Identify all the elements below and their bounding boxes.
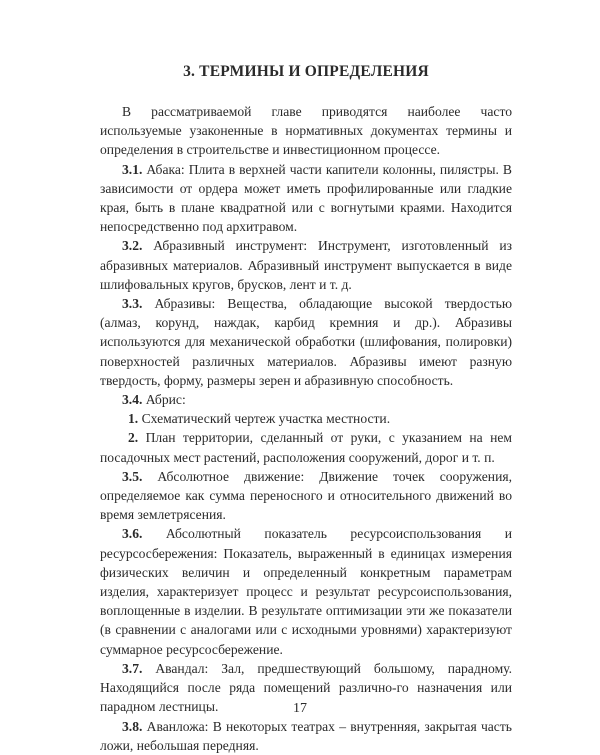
entry-3-2: [100, 236, 512, 294]
entry-3-3: [100, 294, 512, 390]
entry-3-5: [100, 467, 512, 525]
item-number: 2.: [128, 430, 139, 446]
entry-3-6: [100, 524, 512, 658]
entry-number: 3.6.: [122, 526, 143, 542]
entry-text: Абака: Плита в верхней части капители колонны, пилястры. В зависимости от ордера может иметь профилированные или гладкие края, быть в плане квадратной или с вогнутыми краями. Находится непосредственно под архитравом.: [100, 161, 512, 235]
entry-number: 3.8.: [122, 718, 143, 734]
abris-item-2: [100, 428, 512, 466]
entry-3-8: [100, 717, 512, 755]
entry-number: 3.2.: [122, 238, 143, 254]
entry-text: Абразивный инструмент: Инструмент, изготовленный из абразивных материалов. Абразивный инструмент выпускается в виде шлифовальных кругов, брусков, лент и т. д.: [100, 238, 512, 292]
entry-text: Абсолютный показатель ресурсоиспользования и ресурсосбережения: Показатель, выраженный в единицах измерения физических величин и определенный конкретным параметрам изделия, характеризует процесс и результат ресурсоиспользования, воплощенные в изделии. В результате оптимизации эти же показатели (в сравнении с аналогами или с исходными уровнями) характеризуют суммарное ресурсосбережение.: [100, 526, 512, 657]
intro-paragraph: В рассматриваемой главе приводятся наиболее часто используемые узаконенные в нормативных документах термины и определения в строительстве и инвестиционном процессе.: [100, 104, 512, 158]
entry-number: 3.5.: [122, 468, 143, 484]
entry-3-1: [100, 160, 512, 237]
item-text: План территории, сделанный от руки, с указанием на нем посадочных мест растений, расположения сооружений, дорог и т. п.: [100, 430, 512, 465]
entry-text: Абсолютное движение: Движение точек сооружения, определяемое как сумма переносного и относительного движений во время землетрясения.: [100, 468, 513, 523]
entry-number: 3.7.: [122, 660, 143, 676]
entry-number: 3.4.: [122, 392, 143, 408]
document-page: [100, 62, 512, 755]
chapter-title: 3. ТЕРМИНЫ И ОПРЕДЕЛЕНИЯ: [183, 63, 429, 80]
entry-text: Авандал: Зал, предшествующий большому, парадному. Находящийся после ряда помещений различно-го назначения или парадном лестницы.: [100, 660, 513, 715]
entry-text: Абразивы: Вещества, обладающие высокой твердостью (алмаз, корунд, наждак, карбид кремния и др.). Абразивы используются для механической обработки (шлифования, полировки) поверхностей различных материалов. Абразивы имеют разную твердость, форму, размеры зерен и абразивную способность.: [100, 296, 512, 388]
entry-text: Абрис:: [145, 392, 186, 408]
item-number: 1.: [128, 411, 139, 427]
entry-3-4: [100, 390, 512, 409]
entry-number: 3.1.: [122, 161, 143, 177]
page-number: 17: [293, 701, 307, 716]
item-text: Схематический чертеж участка местности.: [141, 411, 391, 427]
entry-text: Аванложа: В некоторых театрах – внутренняя, закрытая часть ложи, небольшая передняя.: [100, 718, 512, 753]
entry-number: 3.3.: [122, 296, 143, 312]
abris-item-1: [100, 409, 512, 428]
